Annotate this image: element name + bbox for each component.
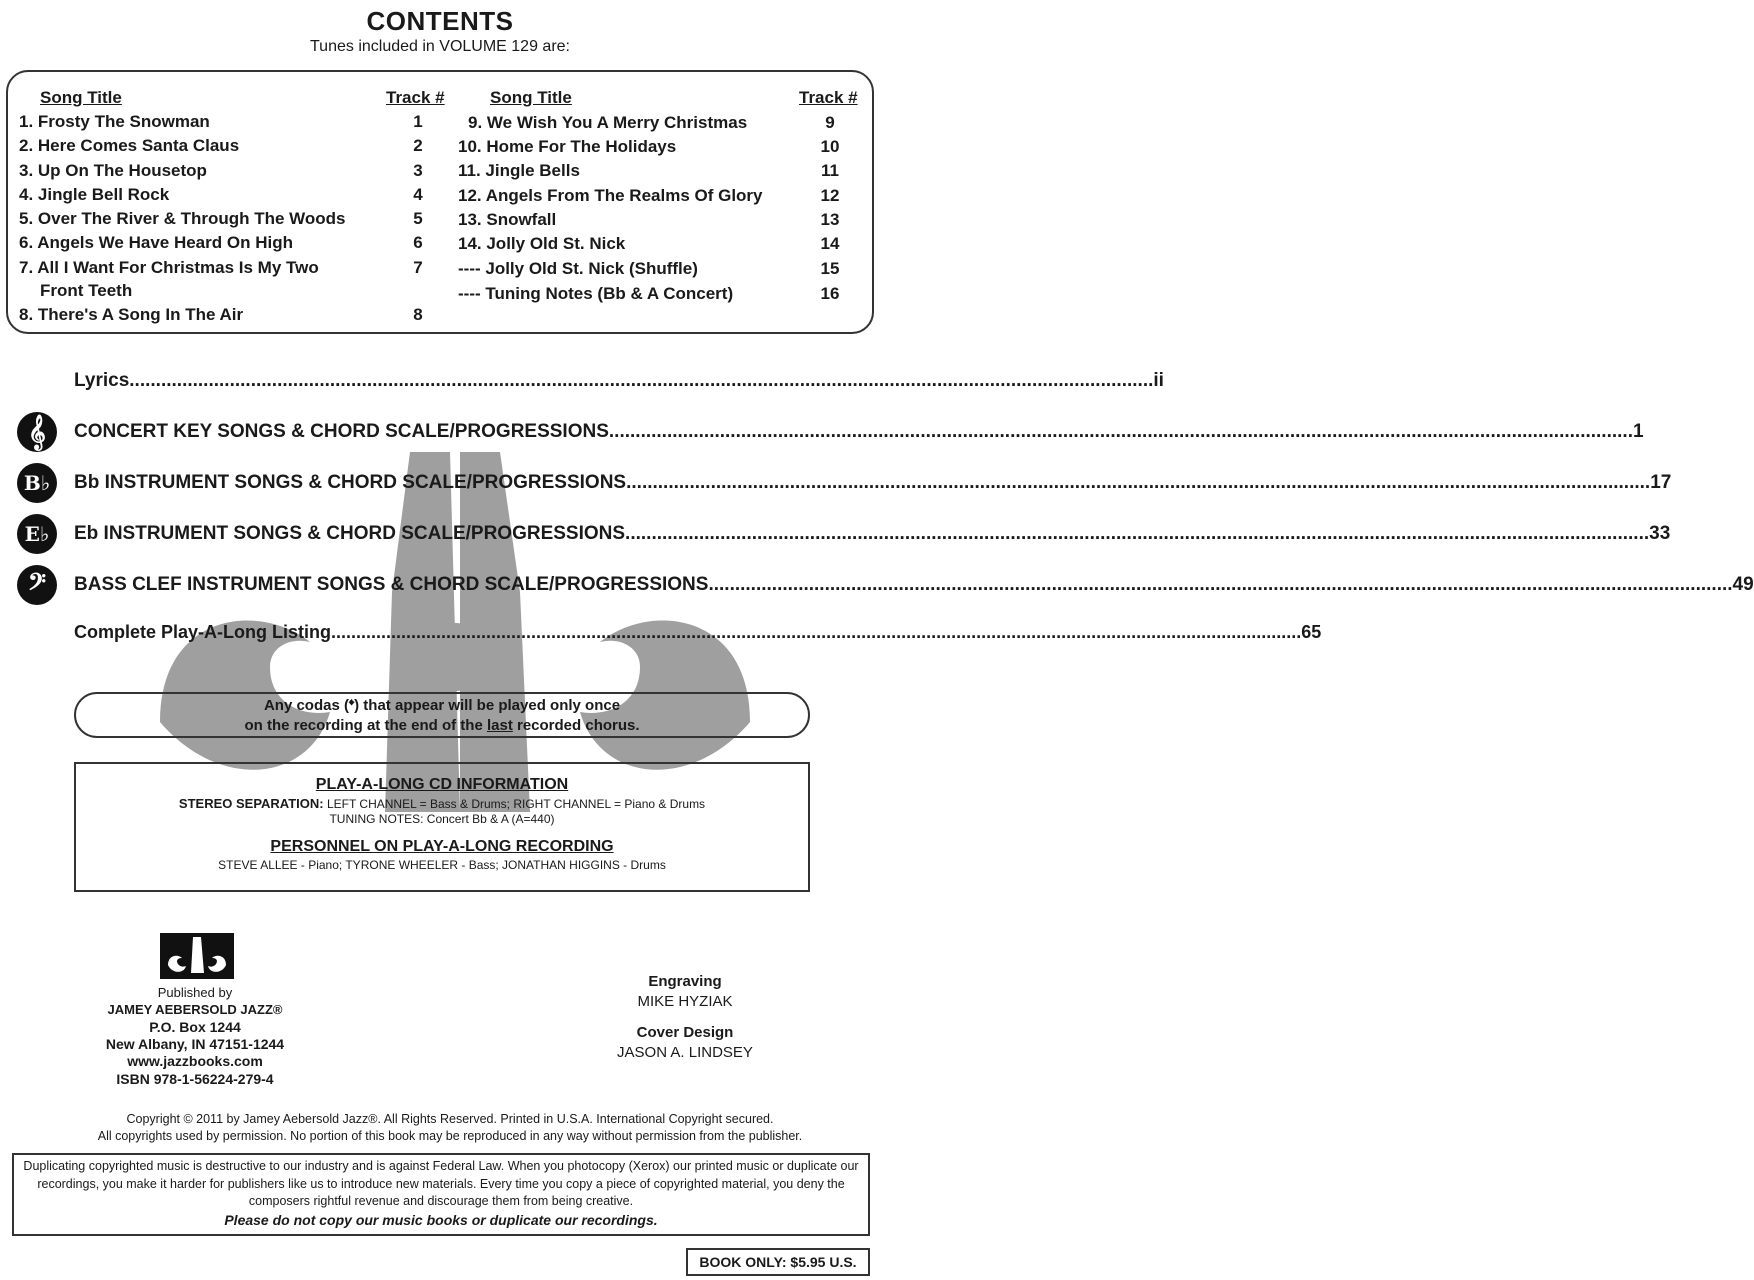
song-title: 1. Frosty The Snowman <box>19 112 210 131</box>
copyright-line-2: All copyrights used by permission. No portion of this book may be reproduced in any way without permission from the publisher. <box>97 1129 803 1143</box>
track-number: 11 <box>821 161 839 180</box>
song-title: 10. Home For The Holidays <box>458 137 677 156</box>
publisher-name: JAMEY AEBERSOLD JAZZ® <box>107 1002 283 1017</box>
toc-label: Lyrics <box>74 370 130 391</box>
song-title: 12. Angels From The Realms Of Glory <box>458 186 763 205</box>
toc-leader: .................................................................................................................................................................................................. <box>708 574 1733 595</box>
track-number: 4 <box>413 185 423 204</box>
engraving-label: Engraving <box>648 973 722 990</box>
toc-row-concert <box>74 421 1644 443</box>
toc-leader: .................................................................................................................................................................................................. <box>608 421 1633 442</box>
price-label: BOOK ONLY: $5.95 U.S. <box>686 1248 870 1276</box>
toc-page: 65 <box>1301 622 1322 642</box>
coda-note <box>74 692 810 738</box>
toc-page: 17 <box>1650 472 1672 493</box>
toc-label: Eb INSTRUMENT SONGS & CHORD SCALE/PROGRESSIONS <box>74 523 626 544</box>
toc-page: 49 <box>1732 574 1754 595</box>
track-number: 6 <box>413 233 423 252</box>
toc-page: ii <box>1153 370 1164 391</box>
copyright-line-1: Copyright © 2011 by Jamey Aebersold Jazz®. All Rights Reserved. Printed in U.S.A. International Copyright secured. <box>126 1112 774 1126</box>
toc-label: Bb INSTRUMENT SONGS & CHORD SCALE/PROGRESSIONS <box>74 472 627 493</box>
publisher-address-2: New Albany, IN 47151-1244 <box>105 1036 285 1052</box>
cd-info-box <box>74 762 810 892</box>
publisher-website[interactable]: www.jazzbooks.com <box>127 1053 263 1069</box>
toc-row-eb <box>74 523 1671 545</box>
bass-clef-icon: 𝄢 <box>17 565 57 605</box>
track-number: 5 <box>413 209 423 228</box>
cd-info-heading: PLAY-A-LONG CD INFORMATION <box>315 776 569 793</box>
song-title: 6. Angels We Have Heard On High <box>19 233 293 252</box>
track-number: 16 <box>820 284 840 303</box>
toc-leader: .................................................................................................................................................................................................. <box>625 523 1650 544</box>
right-song-title-header: Song Title <box>490 88 572 107</box>
toc-page: 1 <box>1632 421 1644 442</box>
coda-note-line1: Any codas (𝄌) that appear will be played only once <box>263 697 621 714</box>
personnel-heading: PERSONNEL ON PLAY-A-LONG RECORDING <box>270 838 614 855</box>
left-song-title-header: Song Title <box>40 88 122 107</box>
track-number: 2 <box>413 136 423 155</box>
track-number: 7 <box>413 258 423 277</box>
isbn: ISBN 978-1-56224-279-4 <box>116 1071 274 1087</box>
cover-design-name: JASON A. LINDSEY <box>617 1044 753 1061</box>
toc-page: 33 <box>1649 523 1671 544</box>
toc-row-listing <box>74 622 1322 643</box>
song-title: 2. Here Comes Santa Claus <box>19 136 240 155</box>
song-title: 13. Snowfall <box>458 210 557 229</box>
b-flat-icon: B♭ <box>17 463 57 503</box>
song-title: 4. Jingle Bell Rock <box>19 185 170 204</box>
right-track-header: Track # <box>799 88 858 107</box>
duplication-notice <box>12 1153 870 1236</box>
coda-note-text: recorded chorus. <box>512 717 640 734</box>
track-number: 10 <box>820 137 840 156</box>
publisher-logo-icon <box>160 933 234 979</box>
track-number: 15 <box>820 259 840 278</box>
left-track-header: Track # <box>386 88 445 107</box>
song-title-continuation: Front Teeth <box>40 281 133 300</box>
toc-leader: .................................................................................................................................................................................................. <box>331 622 1302 642</box>
engraving-name: MIKE HYZIAK <box>637 993 733 1010</box>
toc-label: CONCERT KEY SONGS & CHORD SCALE/PROGRESSIONS <box>74 421 609 442</box>
stereo-text: LEFT CHANNEL = Bass & Drums; RIGHT CHANNEL = Piano & Drums <box>323 797 706 811</box>
page-subtitle: Tunes included in VOLUME 129 are: <box>310 38 570 55</box>
personnel-list: STEVE ALLEE - Piano; TYRONE WHEELER - Bass; JONATHAN HIGGINS - Drums <box>218 858 666 872</box>
coda-note-line2 <box>76 716 808 736</box>
coda-note-emphasis: last <box>486 717 513 734</box>
track-number: 12 <box>820 186 840 205</box>
toc-row-bb <box>74 472 1672 494</box>
coda-note-text: on the recording at the end of the <box>244 717 487 734</box>
duplication-text: Duplicating copyrighted music is destructive to our industry and is against Federal Law. When you photocopy (Xerox) our printed music or duplicate our recordings, you make it harder for publishers like us to introduce new materials. Every time you copy a piece of copyrighted material, you deny the composers rightful revenue and discourage them from being creative. <box>23 1159 859 1208</box>
toc-label: Complete Play-A-Long Listing <box>74 622 332 642</box>
publisher-address-1: P.O. Box 1244 <box>149 1019 241 1035</box>
e-flat-icon: E♭ <box>17 514 57 554</box>
track-number: 9 <box>825 113 835 132</box>
track-number: 13 <box>820 210 840 229</box>
song-title: 5. Over The River & Through The Woods <box>19 209 346 228</box>
publisher-logo <box>160 933 234 979</box>
toc-leader: .................................................................................................................................................................................................. <box>129 370 1154 391</box>
toc-row-bass <box>74 574 1754 596</box>
song-title: ---- Tuning Notes (Bb & A Concert) <box>458 284 734 303</box>
toc-leader: .................................................................................................................................................................................................. <box>626 472 1651 493</box>
song-title: 8. There's A Song In The Air <box>19 305 244 324</box>
track-number: 14 <box>820 234 840 253</box>
stereo-separation <box>76 796 808 811</box>
song-title: ---- Jolly Old St. Nick (Shuffle) <box>458 259 698 278</box>
cover-design-label: Cover Design <box>636 1024 734 1041</box>
track-number: 3 <box>413 161 423 180</box>
toc-row-lyrics <box>74 370 1164 392</box>
track-number: 8 <box>413 305 423 324</box>
song-title: 3. Up On The Housetop <box>19 161 207 180</box>
song-title: 14. Jolly Old St. Nick <box>458 234 626 253</box>
song-title: 11. Jingle Bells <box>458 161 580 180</box>
stereo-label: STEREO SEPARATION: <box>178 796 324 811</box>
tuning-notes: TUNING NOTES: Concert Bb & A (A=440) <box>329 812 555 826</box>
song-title: 9. We Wish You A Merry Christmas <box>468 113 748 132</box>
song-title: 7. All I Want For Christmas Is My Two <box>19 258 319 277</box>
toc-label: BASS CLEF INSTRUMENT SONGS & CHORD SCALE/PROGRESSIONS <box>74 574 709 595</box>
page-title: CONTENTS <box>366 6 514 36</box>
track-number: 1 <box>413 112 423 131</box>
treble-clef-icon: 𝄞 <box>17 412 57 452</box>
duplication-plea: Please do not copy our music books or duplicate our recordings. <box>224 1211 658 1228</box>
published-by: Published by <box>157 985 233 1000</box>
